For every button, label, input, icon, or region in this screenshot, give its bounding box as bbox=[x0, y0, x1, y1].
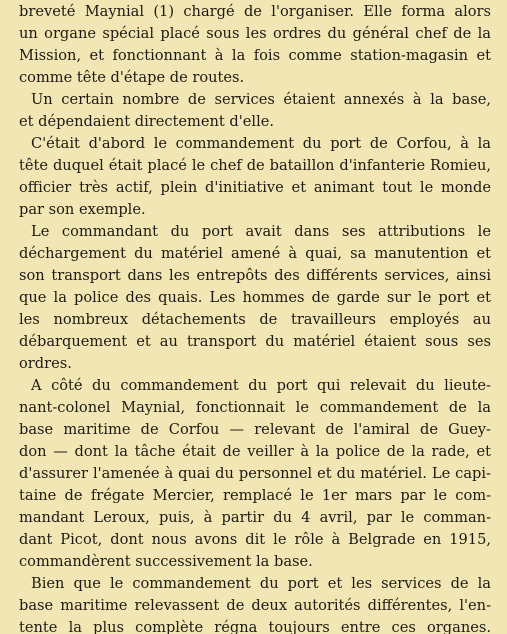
text-line: Bien que le commandement du port et les services de la bbox=[31, 575, 491, 592]
text-line: dant Picot, dont nous avons dit le rôle à Belgrade en 1915, bbox=[19, 531, 491, 548]
text-line: base maritime de Corfou — relevant de l'amiral de Guey- bbox=[19, 421, 491, 438]
text-line: breveté Maynial (1) chargé de l'organiser. Elle forma alors bbox=[19, 3, 491, 20]
text-line: nant-colonel Maynial, fonctionnait le commandement de la bbox=[19, 399, 491, 416]
text-line: Le commandant du port avait dans ses attributions le bbox=[31, 223, 491, 240]
text-line: don — dont la tâche était de veiller à la police de la rade, et bbox=[19, 443, 491, 460]
text-line: par son exemple. bbox=[19, 201, 146, 218]
text-line: mandant Leroux, puis, à partir du 4 avril, par le comman- bbox=[19, 509, 491, 526]
text-line: C'était d'abord le commandement du port de Corfou, à la bbox=[31, 135, 491, 152]
text-line: Un certain nombre de services étaient annexés à la base, bbox=[31, 91, 491, 108]
text-line: tente la plus complète régna toujours entre ces organes. bbox=[19, 619, 491, 634]
text-line: A côté du commandement du port qui relevait du lieute- bbox=[31, 377, 491, 394]
text-line: débarquement et au transport du matériel étaient sous ses bbox=[19, 333, 491, 350]
text-line: tête duquel était placé le chef de bataillon d'infanterie Romieu, bbox=[19, 157, 491, 174]
text-line: comme tête d'étape de routes. bbox=[19, 69, 245, 86]
text-line: base maritime relevassent de deux autorités différentes, l'en- bbox=[19, 597, 491, 614]
text-line: officier très actif, plein d'initiative et animant tout le monde bbox=[19, 179, 491, 196]
text-line: déchargement du matériel amené à quai, sa manutention et bbox=[19, 245, 491, 262]
text-line: et dépendaient directement d'elle. bbox=[19, 113, 275, 130]
text-line: que la police des quais. Les hommes de garde sur le port et bbox=[19, 289, 491, 306]
text-line: un organe spécial placé sous les ordres du général chef de la bbox=[19, 25, 491, 42]
text-line: Mission, et fonctionnant à la fois comme station-magasin et bbox=[19, 47, 491, 64]
text-line: son transport dans les entrepôts des différents services, ainsi bbox=[19, 267, 491, 284]
text-line: commandèrent successivement la base. bbox=[19, 553, 313, 570]
text-line: ordres. bbox=[19, 355, 72, 372]
text-line: les nombreux détachements de travailleurs employés au bbox=[19, 311, 491, 328]
text-line: taine de frégate Mercier, remplacé le 1er mars par le com- bbox=[19, 487, 491, 504]
text-line: d'assurer l'amenée à quai du personnel et du matériel. Le capi- bbox=[19, 465, 491, 482]
